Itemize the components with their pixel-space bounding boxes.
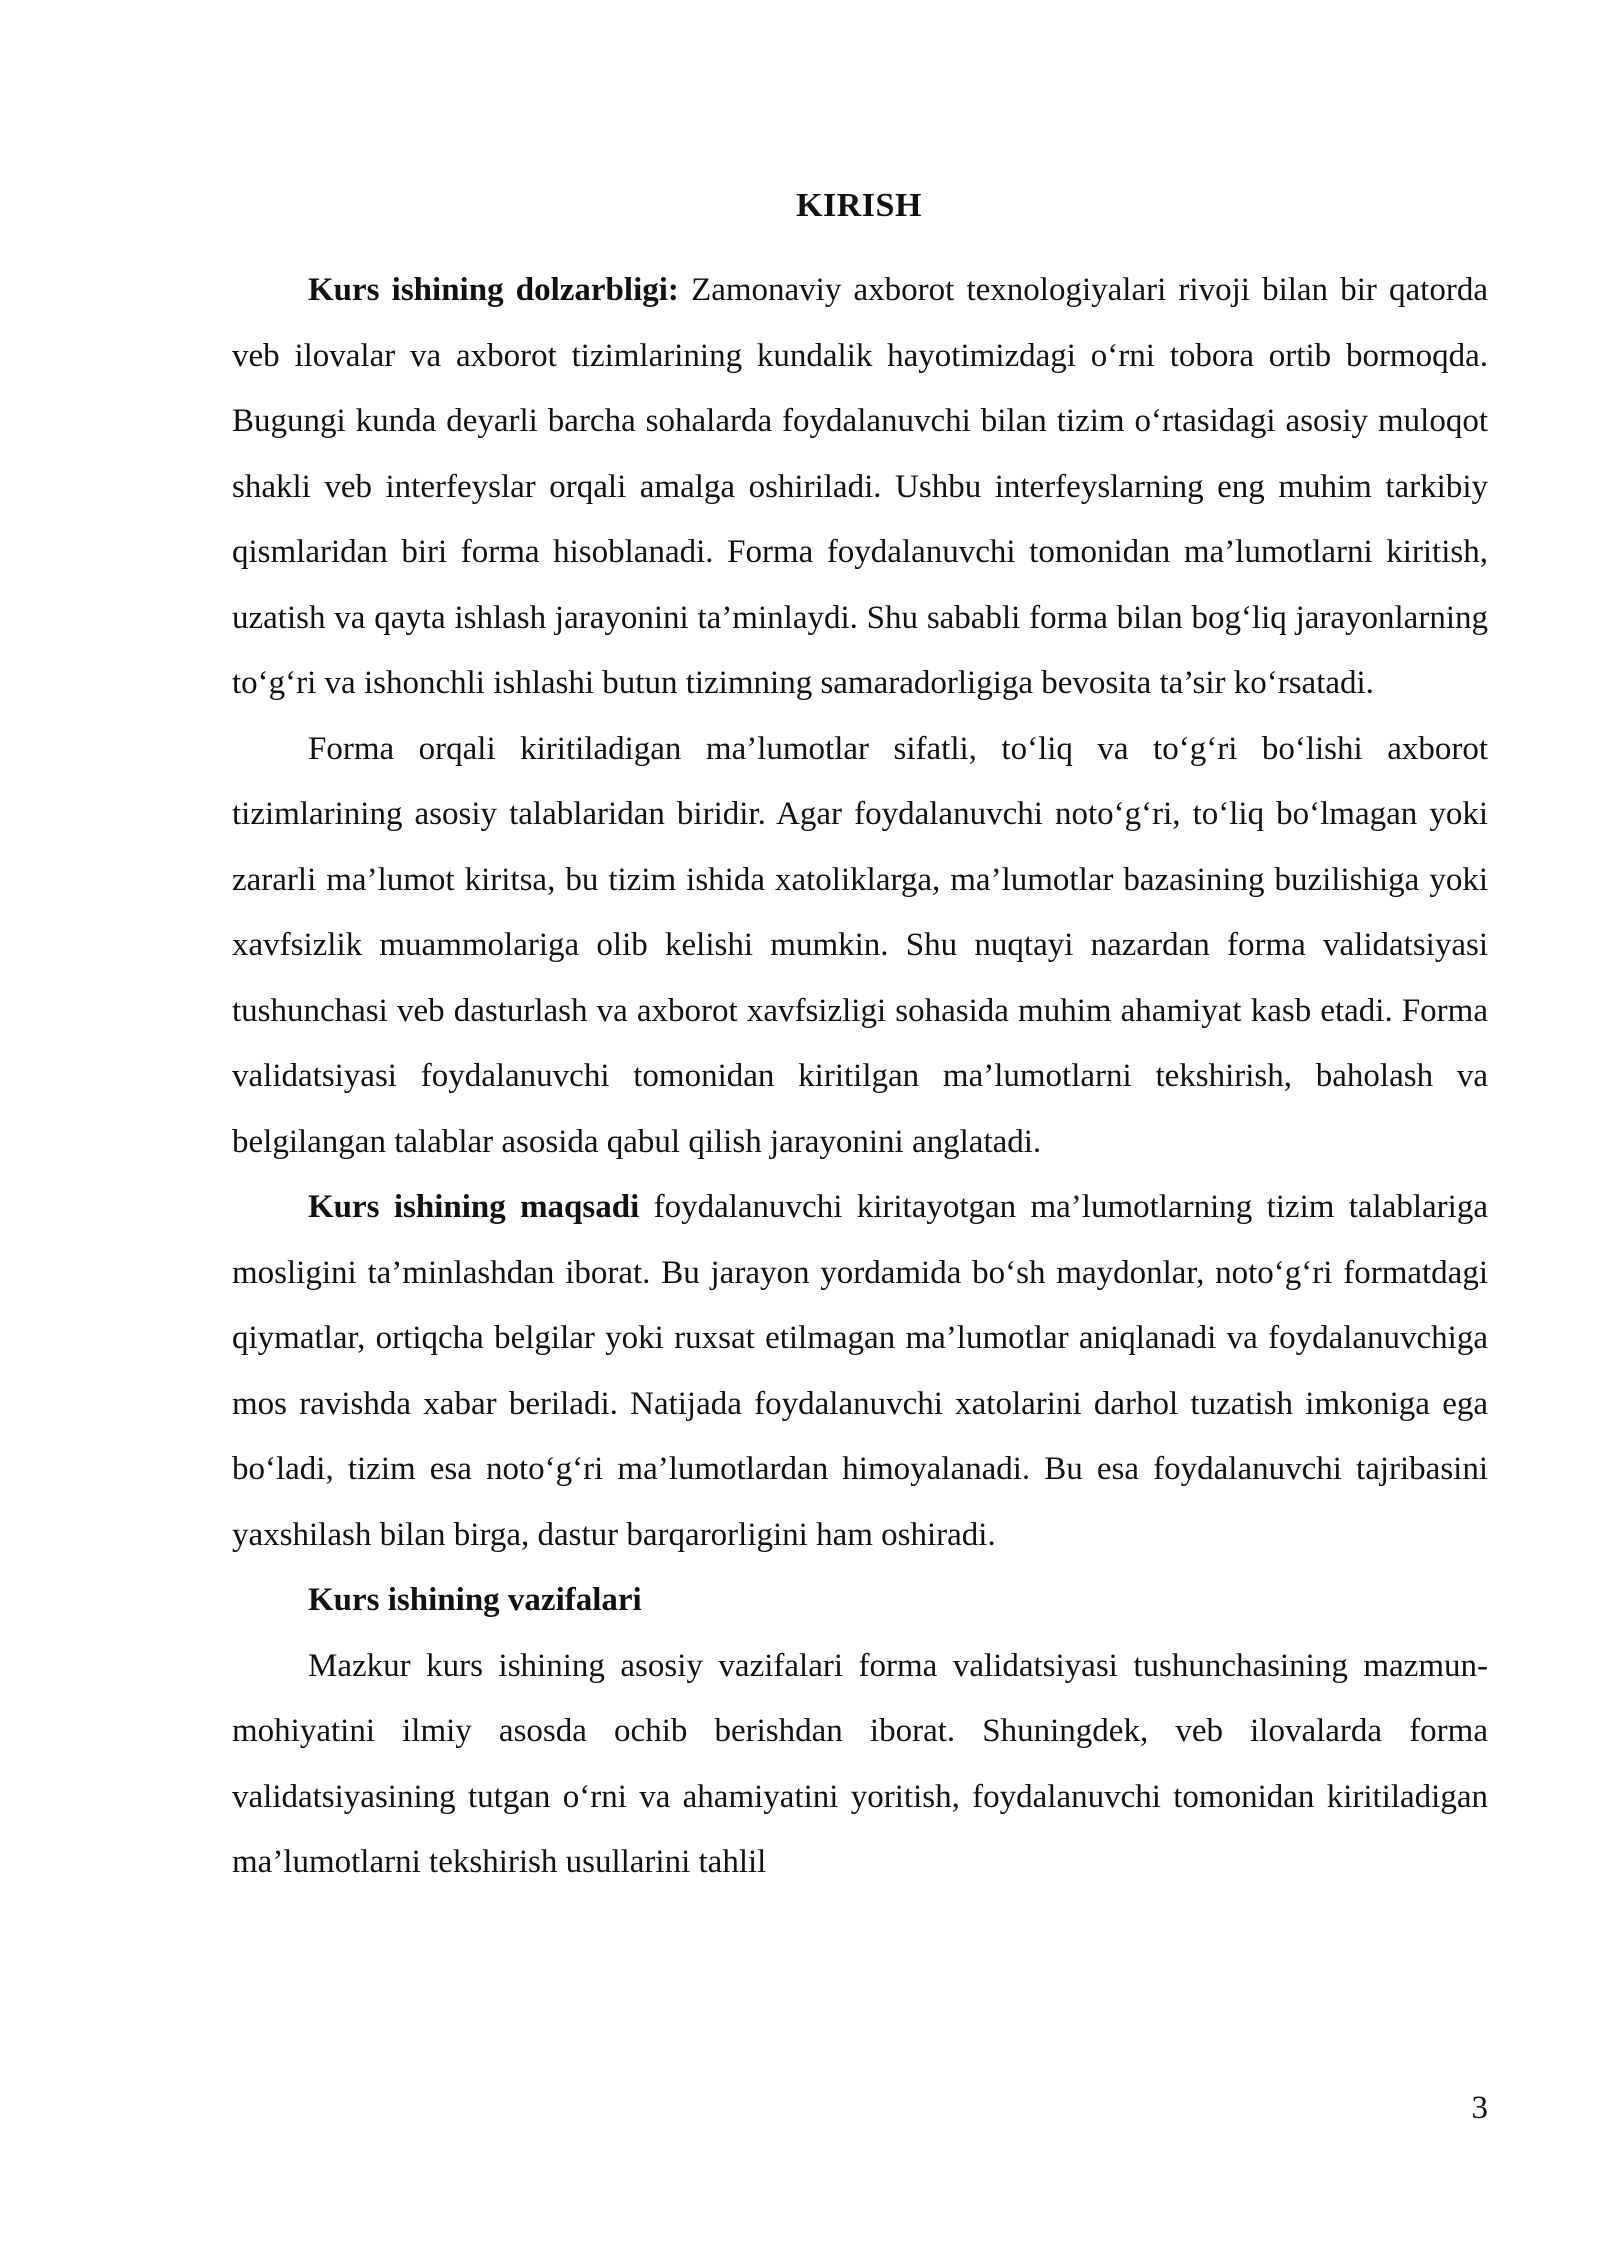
paragraph-text-relevance: Zamonaviy axborot texnologiyalari rivoji bilan bir qatorda veb ilovalar va axborot tizimlarining kundalik hayotimizdagi o‘rni tobora ortib bormoqda. Bugungi kunda deyarli barcha sohalarda foydalanuvchi bilan tizim o‘rtasidagi asosiy muloqot shakli veb interfeyslar orqali amalga oshiriladi. Ushbu interfeyslarning eng muhim tarkibiy qismlaridan biri forma hisoblanadi. Forma foydalanuvchi tomonidan ma’lumotlarni kiritish, uzatish va qayta ishlash jarayonini ta’minlaydi. Shu sababli forma bilan bog‘liq jarayonlarning to‘g‘ri va ishonchli ishlashi butun tizimning samaradorligiga bevosita ta’sir ko‘rsatadi. — [232, 272, 1488, 701]
paragraph-text-goal: foydalanuvchi kiritayotgan ma’lumotlarning tizim talablariga mosligini ta’minlashdan iborat. Bu jarayon yordamida bo‘sh maydonlar, noto‘g‘ri formatdagi qiymatlar, ortiqcha belgilar yoki ruxsat etilmagan ma’lumotlar aniqlanadi va foydalanuvchiga mos ravishda xabar beriladi. Natijada foydalanuvchi xatolarini darhol tuzatish imkoniga ega bo‘ladi, tizim esa noto‘g‘ri ma’lumotlardan himoyalanadi. Bu esa foydalanuvchi tajribasini yaxshilash bilan birga, dastur barqarorligini ham oshiradi. — [232, 1189, 1488, 1553]
section-heading-tasks: Kurs ishining vazifalari — [308, 1582, 642, 1618]
page-number: 3 — [1471, 2090, 1488, 2126]
paragraph-data-quality — [232, 717, 1488, 1176]
paragraph-tasks — [232, 1634, 1488, 1896]
paragraph-text-data-quality: Forma orqali kiritiladigan ma’lumotlar sifatli, to‘liq va to‘g‘ri bo‘lishi axborot tizimlarining asosiy talablaridan biridir. Agar foydalanuvchi noto‘g‘ri, to‘liq bo‘lmagan yoki zararli ma’lumot kiritsa, bu tizim ishida xatoliklarga, ma’lumotlar bazasining buzilishiga yoki xavfsizlik muammolariga olib kelishi mumkin. Shu nuqtayi nazardan forma validatsiyasi tushunchasi veb dasturlash va axborot xavfsizligi sohasida muhim ahamiyat kasb etadi. Forma validatsiyasi foydalanuvchi tomonidan kiritilgan ma’lumotlarni tekshirish, baholash va belgilangan talablar asosida qabul qilish jarayonini anglatadi. — [232, 730, 1488, 1160]
page-title: KIRISH — [796, 187, 922, 224]
paragraph-lead-goal: Kurs ishining maqsadi — [308, 1189, 640, 1225]
paragraph-lead-relevance: Kurs ishining dolzarbligi: — [308, 272, 679, 308]
document-body — [232, 258, 1488, 1896]
paragraph-text-tasks: Mazkur kurs ishining asosiy vazifalari forma validatsiyasi tushunchasining mazmun-mohiyatini ilmiy asosda ochib berishdan iborat. Shuningdek, veb ilovalarda forma validatsiyasining tutgan o‘rni va ahamiyatini yoritish, foydalanuvchi tomonidan kiritiladigan ma’lumotlarni tekshirish usullarini tahlil — [232, 1647, 1488, 1880]
paragraph-relevance — [232, 258, 1488, 717]
paragraph-goal — [232, 1175, 1488, 1568]
